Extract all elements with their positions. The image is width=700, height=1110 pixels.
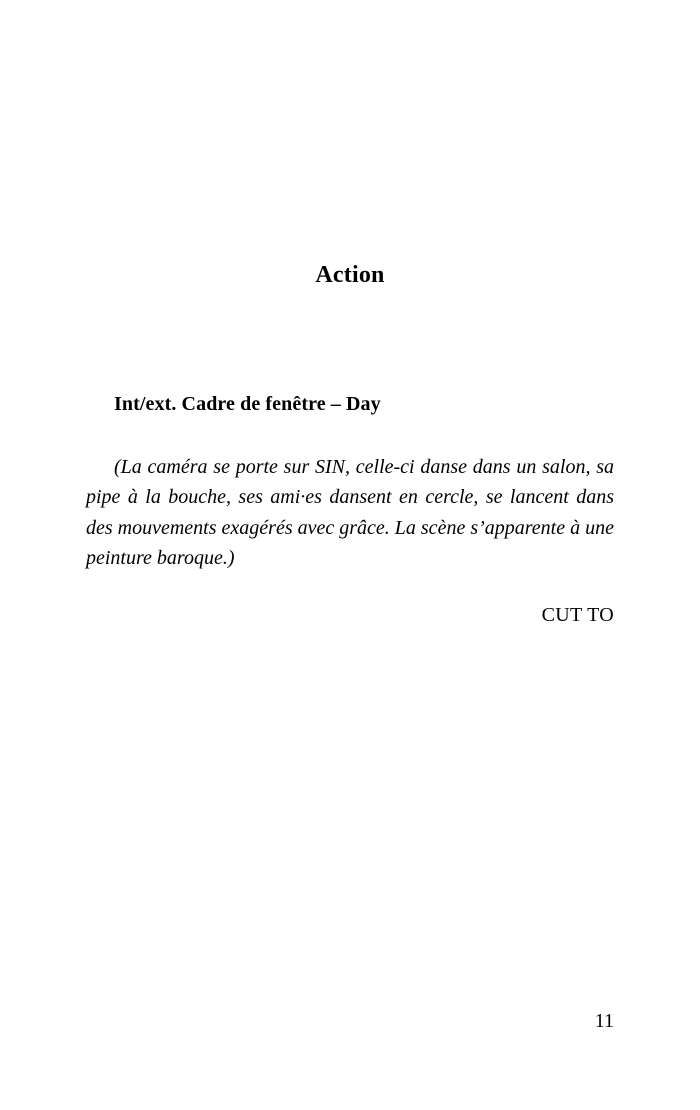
action-paragraph: (La caméra se porte sur SIN, celle-ci danse dans un salon, sa pipe à la bouche, ses ami·es dansent en cercle, se lancent dans des mouvements exagérés avec grâce. La scène s’apparente à une peinture baroque.) — [86, 456, 614, 570]
transition-cue: CUT TO — [541, 603, 614, 626]
scene-heading: Int/ext. Cadre de fenêtre – Day — [114, 393, 381, 415]
page-number: 11 — [594, 1010, 614, 1032]
page-content — [86, 0, 614, 627]
page-title: Action — [315, 262, 385, 288]
